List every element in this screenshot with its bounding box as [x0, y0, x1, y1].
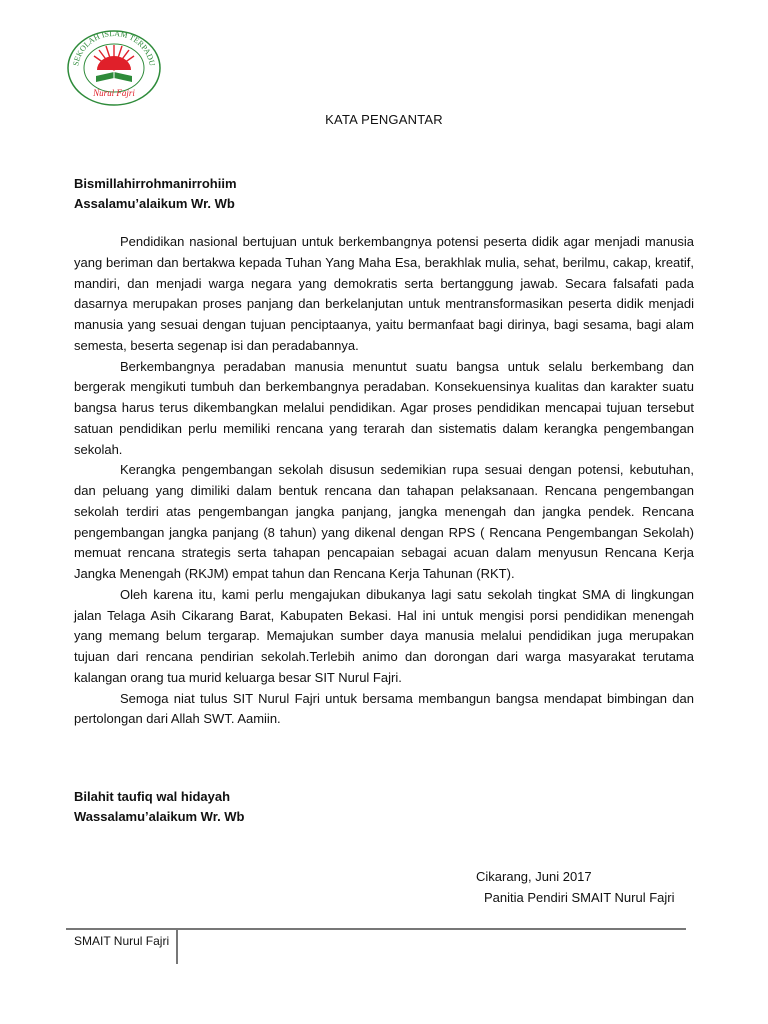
- paragraph: Semoga niat tulus SIT Nurul Fajri untuk bersama membangun bangsa mendapat bimbingan dan pertolongan dari Allah SWT. Aamiin.: [74, 690, 694, 727]
- signer-name: Panitia Pendiri SMAIT Nurul Fajri: [484, 890, 675, 905]
- paragraph: Oleh karena itu, kami perlu mengajukan dibukanya lagi satu sekolah tingkat SMA di lingkungan jalan Telaga Asih Cikarang Barat, Kabupaten Bekasi. Hal ini untuk mengisi porsi pendidikan menengah yang memang belum tergarap. Memajukan sumber daya manusia melalui pendidikan juga merupakan tujuan dari rencana pendirian sekolah.Terlebih animo dan dorongan dari warga masyarakat terutama kalangan orang tua murid keluarga besar SIT Nurul Fajri.: [74, 586, 694, 685]
- footer-text: SMAIT Nurul Fajri: [74, 934, 170, 948]
- paragraph: Berkembangnya peradaban manusia menuntut suatu bangsa untuk selalu berkembang dan bergerak mengikuti tumbuh dan berkembangnya peradaban. Konsekuensinya kualitas dan karakter suatu bangsa harus terus dikembangkan melalui pendidikan. Agar proses pendidikan mencapai tujuan tersebut satuan pendidikan perlu memiliki rencana yang terarah dan sistematis dalam kerangka pengembangan sekolah.: [74, 358, 694, 457]
- logo-name: Nurul Fajri: [93, 88, 135, 98]
- paragraph: Kerangka pengembangan sekolah disusun sedemikian rupa sesuai dengan potensi, kebutuhan, dan peluang yang dimiliki dalam bentuk rencana dan tahapan pelaksanaan. Rencana pengembangan sekolah terdiri atas pengembangan jangka panjang, jangka menengah dan jangka pendek. Rencana pengembangan jangka panjang (8 tahun) yang dikenal dengan RPS ( Rencana Pengembangan Sekolah) memuat rencana strategis serta tahapan pencapaian sebagai acuan dalam menyusun Rencana Kerja Jangka Menengah (RKJM) empat tahun dan Rencana Kerja Tahunan (RKT).: [74, 462, 694, 581]
- place-date: Cikarang, Juni 2017: [476, 869, 592, 884]
- greeting-line-1: Bismillahirrohmanirrohiim: [74, 176, 237, 191]
- school-logo: [64, 26, 164, 106]
- page-title: KATA PENGANTAR: [325, 112, 443, 127]
- closing-line-1: Bilahit taufiq wal hidayah: [74, 789, 231, 804]
- footer-divider: [66, 928, 686, 930]
- closing-line-2: Wassalamu’alaikum Wr. Wb: [74, 809, 245, 824]
- body-text: [74, 232, 694, 730]
- footer-vertical-divider: [176, 928, 178, 964]
- greeting-line-2: Assalamu’alaikum Wr. Wb: [74, 196, 235, 211]
- logo-ring-text: SEKOLAH ISLAM TERPADU: [71, 28, 157, 67]
- paragraph: Pendidikan nasional bertujuan untuk berkembangnya potensi peserta didik agar menjadi manusia yang beriman dan bertakwa kepada Tuhan Yang Maha Esa, berakhlak mulia, sehat, berilmu, cakap, kreatif, mandiri, dan menjadi warga negara yang demokratis serta bertanggung jawab. Secara falsafati pada dasarnya merupakan proses panjang dan berkelanjutan untuk mentransformasikan peserta didik menjadi manusia yang sesuai dengan tujuan penciptaanya, yaitu bermanfaat bagi dirinya, bagi sesama, bagi alam semesta, beserta segenap isi dan peradabannya.: [74, 234, 694, 353]
